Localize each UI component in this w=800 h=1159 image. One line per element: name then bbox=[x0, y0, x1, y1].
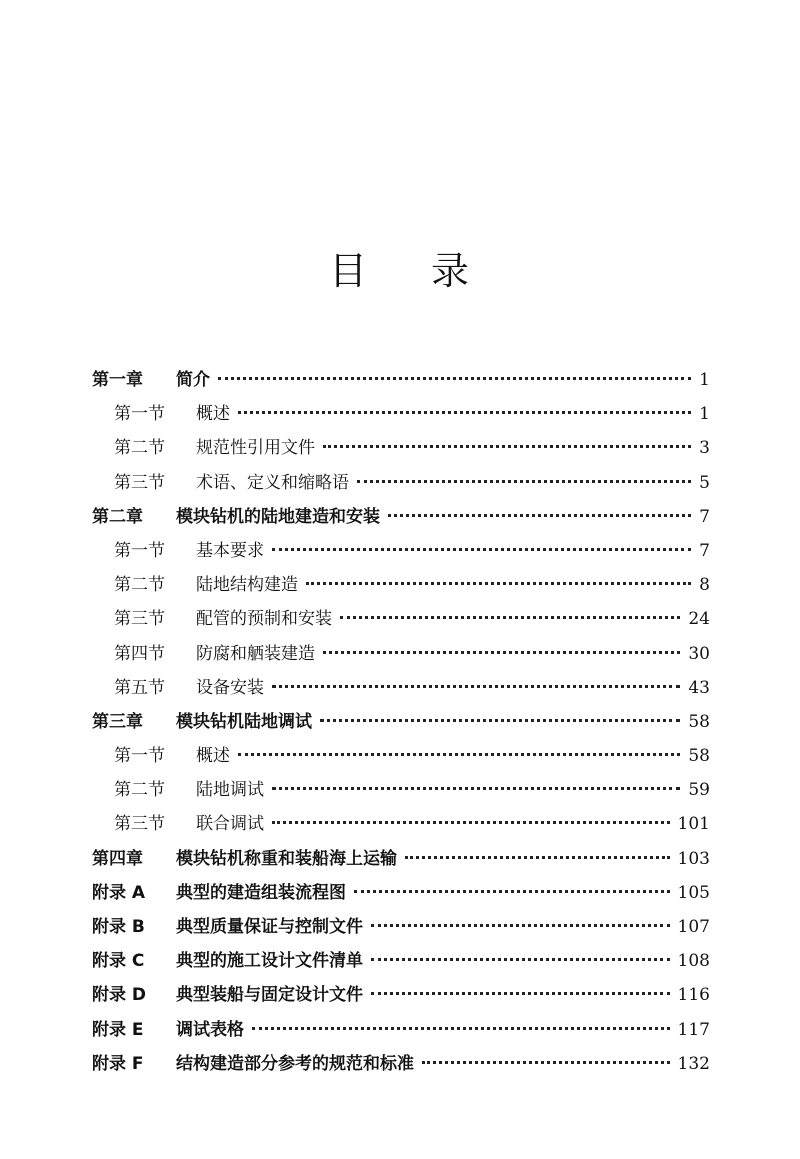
toc-entry-chapter bbox=[92, 705, 710, 739]
toc-entry-page: 107 bbox=[677, 917, 710, 937]
toc-entry-section bbox=[92, 397, 710, 431]
toc-entry-label bbox=[114, 807, 264, 841]
toc-entry-title: 陆地结构建造 bbox=[196, 575, 298, 596]
dot-leader bbox=[323, 445, 691, 448]
dot-leader bbox=[218, 377, 691, 380]
toc-entry-page: 8 bbox=[699, 575, 710, 596]
dot-leader bbox=[272, 685, 680, 688]
toc-entry-title: 典型的建造组装流程图 bbox=[176, 882, 346, 903]
toc-entry-number: 第三章 bbox=[92, 711, 143, 732]
toc-entry-page: 105 bbox=[677, 882, 710, 903]
toc-entry-appendix bbox=[92, 910, 710, 944]
toc-entry-section bbox=[92, 431, 710, 465]
toc-entry-label bbox=[92, 363, 210, 397]
dot-leader bbox=[252, 1027, 670, 1030]
dot-leader bbox=[272, 548, 691, 551]
toc-entry-number: 第二节 bbox=[114, 438, 165, 459]
toc-entry-number: 第四章 bbox=[92, 848, 143, 869]
toc-entry-section bbox=[92, 602, 710, 636]
toc-entry-title: 防腐和舾装建造 bbox=[196, 643, 315, 664]
toc-entry-page: 58 bbox=[688, 711, 710, 732]
toc-entry-number: 第二节 bbox=[114, 575, 165, 596]
toc-entry-page: 108 bbox=[677, 951, 710, 972]
toc-entry-title: 模块钻机称重和装船海上运输 bbox=[176, 848, 397, 869]
dot-leader bbox=[371, 992, 670, 995]
dot-leader bbox=[320, 719, 680, 722]
toc-entry-title: 模块钻机陆地调试 bbox=[176, 711, 312, 732]
toc-entry-title: 简介 bbox=[176, 370, 210, 390]
toc-entry-page: 58 bbox=[688, 746, 710, 767]
toc-entry-title: 术语、定义和缩略语 bbox=[196, 472, 349, 493]
toc-entry-title: 陆地调试 bbox=[196, 780, 264, 801]
toc-entry-title: 基本要求 bbox=[196, 540, 264, 561]
toc-entry-section bbox=[92, 568, 710, 602]
toc-entry-label bbox=[92, 876, 346, 910]
toc-entry-label bbox=[114, 773, 264, 807]
toc-entry-number: 第四节 bbox=[114, 643, 165, 664]
dot-leader bbox=[388, 514, 691, 517]
toc-entry-section bbox=[92, 773, 710, 807]
dot-leader bbox=[306, 582, 691, 585]
toc-entry-label bbox=[92, 500, 380, 534]
dot-leader bbox=[405, 856, 670, 859]
dot-leader bbox=[371, 924, 670, 927]
toc-entry-chapter bbox=[92, 500, 710, 534]
toc-entry-label bbox=[92, 705, 312, 739]
toc-entry-title: 配管的预制和安装 bbox=[196, 609, 332, 630]
toc-entry-label bbox=[114, 568, 298, 602]
toc-entry-number: 第二节 bbox=[114, 780, 165, 801]
toc-entry-page: 116 bbox=[677, 985, 710, 1006]
toc-entry-number: 附录 E bbox=[92, 1019, 144, 1040]
toc-entry-number: 附录 C bbox=[92, 951, 145, 972]
toc-entry-appendix bbox=[92, 876, 710, 910]
toc-entry-section bbox=[92, 671, 710, 705]
toc-entry-section bbox=[92, 807, 710, 841]
toc-entry-appendix bbox=[92, 1013, 710, 1047]
toc-entry-number: 第一节 bbox=[114, 404, 165, 425]
toc-entry-title: 概述 bbox=[196, 404, 230, 425]
toc-entry-page: 103 bbox=[677, 848, 710, 869]
toc-entry-label bbox=[92, 1047, 414, 1081]
toc-entry-page: 7 bbox=[699, 540, 710, 561]
toc-entry-number: 附录 D bbox=[92, 985, 147, 1006]
toc-entry-label bbox=[114, 397, 230, 431]
toc-entry-page: 7 bbox=[699, 506, 710, 527]
dot-leader bbox=[371, 958, 670, 961]
dot-leader bbox=[357, 480, 691, 483]
toc-entry-page: 101 bbox=[677, 814, 710, 835]
toc-entry-title: 联合调试 bbox=[196, 814, 264, 835]
toc-entry-section bbox=[92, 637, 710, 671]
toc-entry-number: 附录 F bbox=[92, 1053, 144, 1074]
toc-entry-label bbox=[114, 534, 264, 568]
page-title bbox=[0, 240, 800, 295]
toc-entry-page: 117 bbox=[677, 1019, 710, 1040]
dot-leader bbox=[340, 616, 680, 619]
toc-entry-number: 第三节 bbox=[114, 814, 165, 835]
toc-entry-section bbox=[92, 739, 710, 773]
toc-entry-number: 第五节 bbox=[114, 677, 165, 698]
toc-entry-number: 附录 A bbox=[92, 882, 146, 903]
toc-entry-label bbox=[114, 671, 264, 705]
toc-entry-label bbox=[92, 978, 363, 1012]
toc-entry-title: 典型的施工设计文件清单 bbox=[176, 951, 363, 972]
table-of-contents bbox=[92, 363, 710, 1081]
toc-entry-number: 第一节 bbox=[114, 746, 165, 767]
toc-entry-number: 附录 B bbox=[92, 917, 145, 937]
dot-leader bbox=[323, 651, 680, 654]
dot-leader bbox=[422, 1061, 670, 1064]
toc-entry-title: 典型质量保证与控制文件 bbox=[176, 917, 363, 937]
toc-entry-title: 结构建造部分参考的规范和标准 bbox=[176, 1053, 414, 1074]
toc-entry-appendix bbox=[92, 1047, 710, 1081]
toc-entry-title: 典型装船与固定设计文件 bbox=[176, 985, 363, 1006]
toc-entry-label bbox=[92, 944, 363, 978]
toc-entry-appendix bbox=[92, 944, 710, 978]
toc-entry-label bbox=[92, 842, 397, 876]
toc-entry-label bbox=[114, 431, 315, 465]
toc-entry-label bbox=[92, 1013, 244, 1047]
toc-entry-number: 第一章 bbox=[92, 370, 143, 390]
toc-entry-page: 1 bbox=[699, 404, 710, 425]
toc-entry-label bbox=[114, 466, 349, 500]
toc-entry-page: 59 bbox=[688, 780, 710, 801]
title-char-1: 目 bbox=[328, 249, 369, 293]
toc-entry-page: 3 bbox=[699, 438, 710, 459]
toc-entry-number: 第三节 bbox=[114, 472, 165, 493]
toc-entry-page: 5 bbox=[699, 472, 710, 493]
toc-entry-title: 模块钻机的陆地建造和安装 bbox=[176, 506, 380, 527]
toc-entry-number: 第二章 bbox=[92, 506, 143, 527]
toc-entry-title: 调试表格 bbox=[176, 1019, 244, 1040]
dot-leader bbox=[272, 787, 680, 790]
toc-entry-chapter bbox=[92, 363, 710, 397]
toc-entry-page: 132 bbox=[677, 1053, 710, 1074]
toc-entry-page: 43 bbox=[688, 677, 710, 698]
dot-leader bbox=[238, 753, 680, 756]
toc-entry-title: 规范性引用文件 bbox=[196, 438, 315, 459]
toc-entry-page: 1 bbox=[699, 370, 710, 390]
toc-entry-number: 第三节 bbox=[114, 609, 165, 630]
toc-entry-chapter bbox=[92, 842, 710, 876]
dot-leader bbox=[354, 890, 670, 893]
dot-leader bbox=[272, 821, 670, 824]
toc-entry-title: 概述 bbox=[196, 746, 230, 767]
toc-entry-label bbox=[114, 637, 315, 671]
toc-entry-section bbox=[92, 466, 710, 500]
title-char-2: 录 bbox=[431, 249, 472, 293]
dot-leader bbox=[238, 411, 691, 414]
toc-entry-number: 第一节 bbox=[114, 540, 165, 561]
toc-entry-page: 24 bbox=[688, 609, 710, 630]
toc-entry-appendix bbox=[92, 978, 710, 1012]
toc-entry-label bbox=[92, 910, 363, 944]
toc-entry-label bbox=[114, 739, 230, 773]
toc-entry-title: 设备安装 bbox=[196, 677, 264, 698]
toc-entry-label bbox=[114, 602, 332, 636]
toc-entry-page: 30 bbox=[688, 643, 710, 664]
toc-entry-section bbox=[92, 534, 710, 568]
